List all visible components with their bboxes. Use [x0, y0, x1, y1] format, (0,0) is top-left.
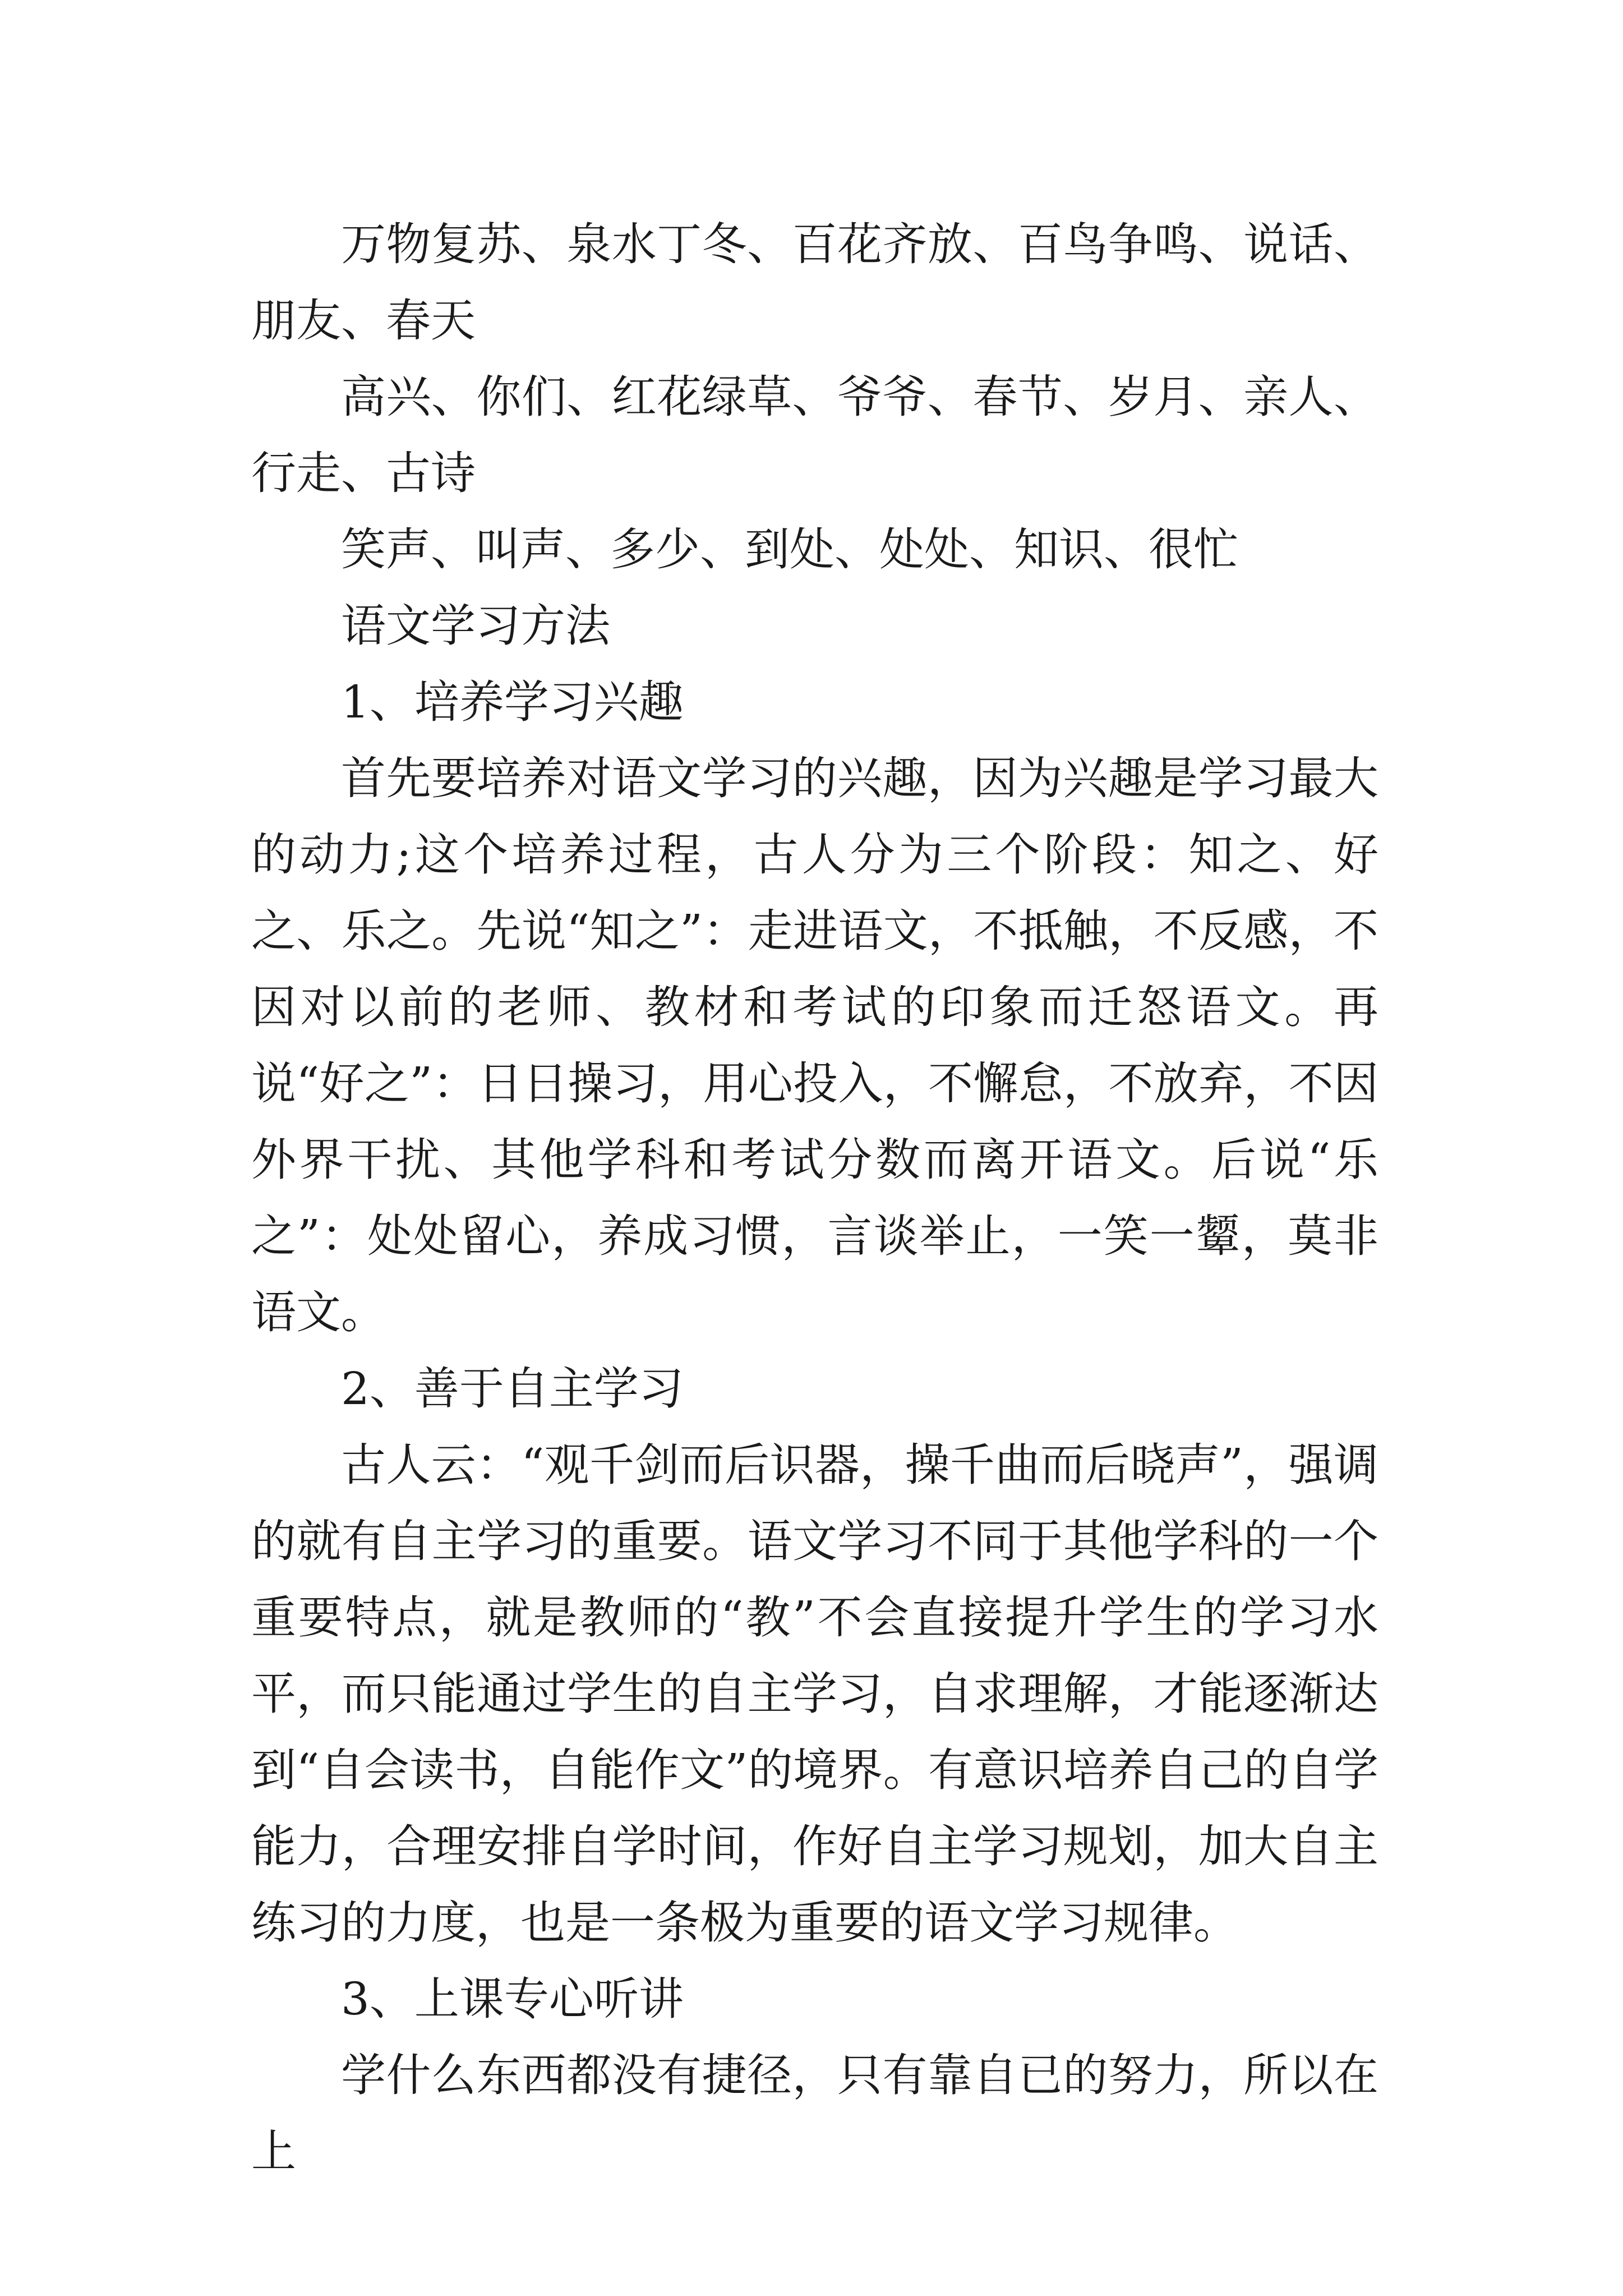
word-list-line-3: 笑声、叫声、多少、到处、处处、知识、很忙	[341, 523, 1238, 576]
subheading-1: 1、培养学习兴趣	[341, 676, 684, 728]
body-paragraph-2: 古人云：“观千剑而后识器，操千曲而后晓声”，强调的就有自主学习的重要。语文学习不同于其他学科的一个重要特点，就是教师的“教”不会直接提升学生的学习水平，而只能通过学生的自主学习，自求理解，才能逐渐达到“自会读书，自能作文”的境界。有意识培养自己的自学能力，合理安排自学时间，作好自主学习规划，加大自主练习的力度，也是一条极为重要的语文学习规律。	[251, 1439, 1378, 1949]
body-paragraph-3: 学什么东西都没有捷径，只有靠自已的努力，所以在上	[251, 2049, 1378, 2178]
word-list-line-2: 高兴、你们、红花绿草、爷爷、春节、岁月、亲人、行走、古诗	[251, 371, 1378, 499]
subheading-2: 2、善于自主学习	[341, 1363, 684, 1415]
subheading-3: 3、上课专心听讲	[341, 1973, 684, 2025]
document-body	[251, 206, 1378, 2190]
section-heading: 语文学习方法	[341, 600, 610, 652]
word-list-line-1: 万物复苏、泉水丁冬、百花齐放、百鸟争鸣、说话、朋友、春天	[251, 218, 1378, 347]
body-paragraph-1: 首先要培养对语文学习的兴趣，因为兴趣是学习最大的动力;这个培养过程，古人分为三个阶段：知之、好之、乐之。先说“知之”：走进语文，不抵触，不反感，不因对以前的老师、教材和考试的印象而迁怒语文。再说“好之”：日日操习，用心投入，不懈怠，不放弃，不因外界干扰、其他学科和考试分数而离开语文。后说“乐之”：处处留心，养成习惯，言谈举止，一笑一颦，莫非语文。	[251, 752, 1378, 1338]
